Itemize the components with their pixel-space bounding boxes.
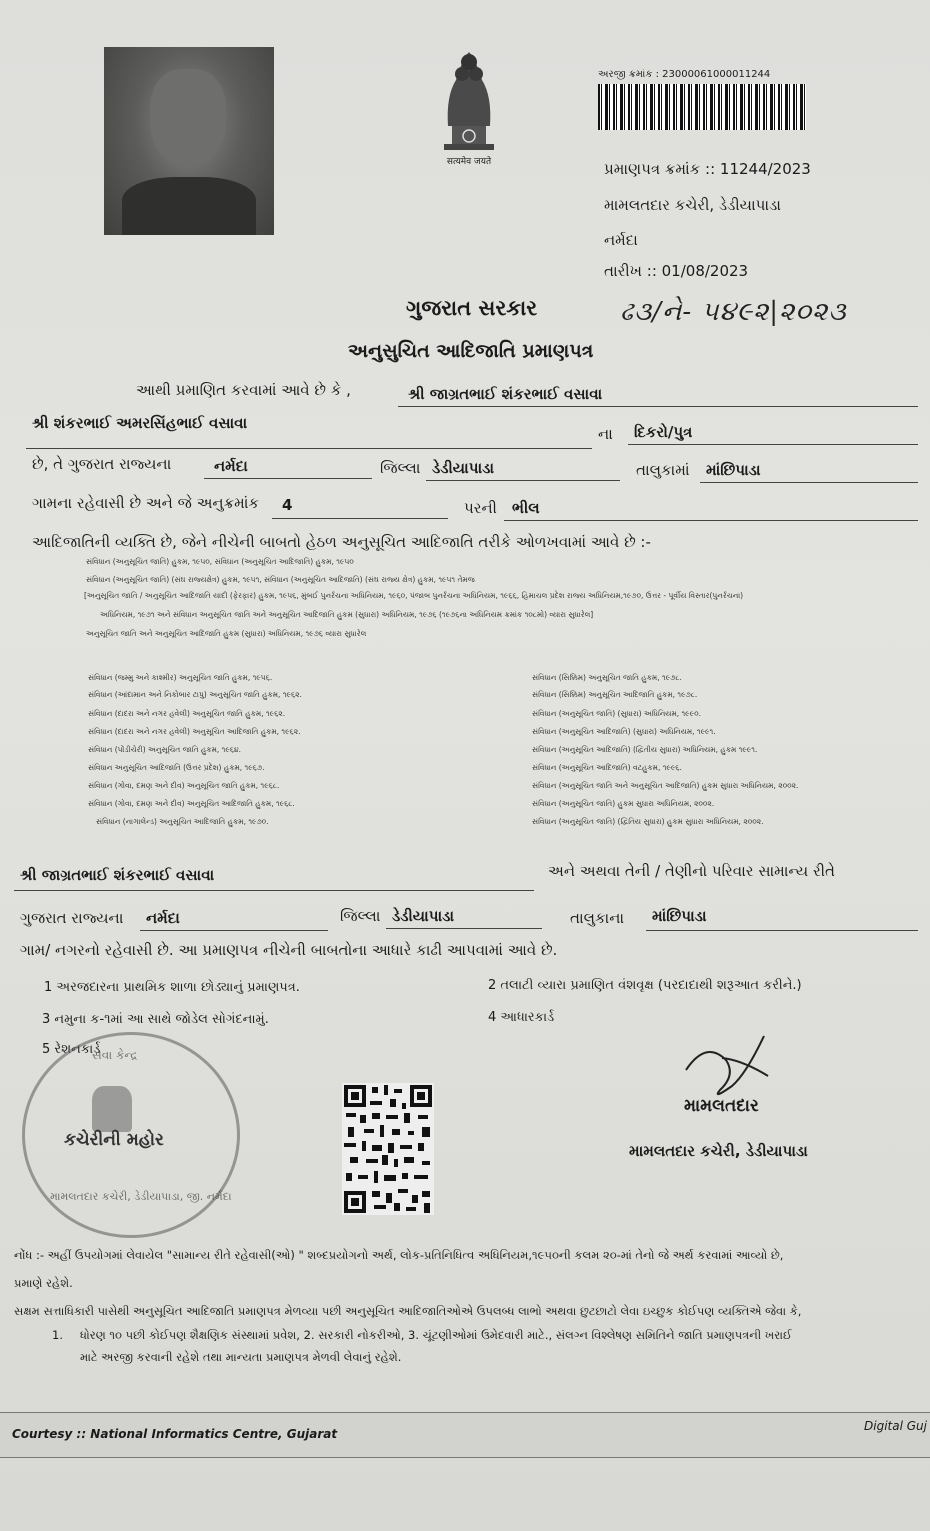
order-right: સંવિધાન (સિક્કિમ) અનુસૂચિત આદિજાતિ હુકમ, ૧૯૭૮. [532, 690, 698, 699]
order-right: સંવિધાન (અનુસૂચિત જાતિ) હુકમ સુધારા અધિનિયમ, ૨૦૦૨. [532, 799, 715, 808]
village-value-2: માંછિપાડા [652, 907, 707, 925]
document-item: 5 રેશનકાર્ડ [42, 1042, 101, 1057]
order-right: સંવિધાન (અનુસૂચિત આદિજાતિ) વટહુકમ, ૧૯૯૬. [532, 763, 682, 772]
taluka-label-2: તાલુકાના [570, 909, 625, 927]
certificate-title: અનુસુચિત આદિજાતિ પ્રમાણપત્ર [348, 340, 594, 362]
handwritten-number: ઢ૩/ને- ૫૪૯૨|૨૦૨૩ [620, 297, 847, 327]
na-label: ના [598, 425, 613, 443]
order-right: સંવિધાન (અનુસૂચિત જાતિ) (સુધારા) અધિનિયમ, ૧૯૯૦. [532, 709, 701, 718]
order-left: સંવિધાન અનુસૂચિત આદિજાતિ (ઉત્તર પ્રદેશ) હુકમ, ૧૯૬૭. [88, 763, 265, 772]
applicant-photo [104, 47, 274, 235]
certificate-number: પ્રમાણપત્ર ક્રમાંક :: 11244/2023 [604, 160, 811, 178]
order-line: સંવિધાન (અનુસૂચિત જાતિ) હુકમ, ૧૯૫૦, સંવિધાન (અનુસૂચિત આદિજાતિ) હુકમ, ૧૯૫૦ [86, 557, 354, 566]
order-line: [અનુસૂચિત જાતિ / અનુસૂચિત આદિજાતિ યાદી (ફેરફાર) હુકમ, ૧૯૫૬, મુંબઈ પુનર્રચના અધિનિયમ, ૧૯૬૦, પંજાબ પુનર્રચના અધિનિયમ, ૧૯૬૬, હિમાચલ પ્રદેશ રાજ્ય અધિનિયમ,૧૯૭૦, ઉત્તર - પૂર્વીય વિસ્તાર(પુનર્રચના) [84, 591, 744, 600]
applicant-name-repeat: શ્રી જાગ્રતભાઈ શંકરભાઈ વસાવા [20, 866, 215, 884]
village-value: માંછિપાડા [706, 461, 761, 479]
document-item: 1 અરજદારના પ્રાથમિક શાળા છોડ્યાનું પ્રમાણપત્ર. [44, 980, 300, 995]
issuing-office: મામલતદાર કચેરી, ડેડીયાપાડા [604, 196, 781, 214]
taluka-value: ડેડીયાપાડા [432, 459, 495, 477]
signatory-office: મામલતદાર કચેરી, ડેડીયાપાડા [629, 1142, 808, 1160]
document-item: 4 આધારકાર્ડ [488, 1010, 555, 1025]
order-left: સંવિધાન (નાગાલેન્ડ) અનુસૂચિત આદિજાતિ હુકમ, ૧૯૭૦. [96, 817, 269, 826]
father-name: શ્રી શંકરભાઈ અમરસિંહભાઈ વસાવા [32, 414, 248, 432]
qr-code-icon [342, 1083, 434, 1215]
intro-text: આથી પ્રમાણિત કરવામાં આવે છે કે , [136, 381, 351, 399]
district-value-2: નર્મદા [146, 909, 180, 927]
order-line: અનુસૂચિત જાતિ અને અનુસૂચિત આદિજાતિ હુકમ (સુધારા) અધિનિયમ, ૧૯૭૬ વ્યારા સુધારેલ [86, 629, 367, 638]
seal-ring-text: સેવા કેન્દ્ર [92, 1048, 138, 1062]
note-2-number: 1. [52, 1328, 63, 1342]
state-prefix: છે, તે ગુજરાત રાજ્યના [32, 455, 172, 473]
order-left: સંવિધાન (ગોવા, દમણ અને દીવ) અનુસૂચિત જાતિ હુકમ, ૧૯૬૮. [88, 781, 280, 790]
order-line: અધિનિયમ, ૧૯૭૧ અને સંવિધાન અનુસૂચિત જાતિ અને અનુસૂચિત આદિજાતિ હુકમ (સુધારા) અધિનિયમ, ૧૯૭૬ (૧૯૭૬ના અધિનિયમ ક્રમાંક ૧૦૮મો) વ્યારા સુધારેલ] [100, 610, 594, 619]
seal-emblem-icon [92, 1086, 132, 1132]
seal-bottom-text: મામલતદાર કચેરી, ડેડીયાપાડા, જી. નર્મદા [50, 1190, 232, 1203]
barcode [598, 84, 806, 130]
district: નર્મદા [604, 231, 638, 249]
order-left: સંવિધાન (આંદામાન અને નિકોબાર ટાપુ) અનુસૂચિત જાતિ હુકમ, ૧૯૬૨. [88, 690, 302, 699]
serial-number: 4 [282, 496, 293, 514]
resident-text: ગામના રહેવાસી છે અને જે અનુક્રમાંક [32, 494, 260, 512]
district-value: નર્મદા [214, 457, 248, 475]
government-title: ગુજરાત સરકાર [406, 296, 538, 320]
note-2c: માટે અરજી કરવાની રહેશે તથા માન્યતા પ્રમાણપત્ર મેળવી લેવાનું રહેશે. [80, 1350, 402, 1364]
tribe-value: ભીલ [512, 499, 540, 517]
order-left: સંવિધાન (દાદરા અને નગર હવેલી) અનુસૂચિત આદિજાતિ હુકમ, ૧૯૬૨. [88, 727, 301, 736]
courtesy-text: Courtesy :: National Informatics Centre, Gujarat [12, 1427, 338, 1441]
order-right: સંવિધાન (સિક્કિમ) અનુસૂચિત જાતિ હુકમ, ૧૯૭૮. [532, 673, 682, 682]
emblem-motto: सत्यमेव जयते [446, 157, 492, 167]
order-left: સંવિધાન (જમ્મુ અને કાશ્મીર) અનુસૂચિત જાતિ હુકમ, ૧૯૫૬. [88, 673, 273, 682]
of-text: પરની [464, 499, 497, 517]
state-prefix-2: ગુજરાત રાજ્યના [20, 909, 124, 927]
national-emblem-icon [424, 40, 514, 168]
application-number: અરજી ક્રમાંક : 23000061000011244 [598, 69, 771, 80]
note-2b: ધોરણ ૧૦ પછી કોઈપણ શૈક્ષણિક સંસ્થામાં પ્રવેશ, 2. સરકારી નોકરીઓ, 3. ચૂંટણીઓમાં ઉમેદવારી માટે., સંલગ્ન વિશ્લેષણ સમિતિને જાતિ પ્રમાણપત્રની ખરાઈ [80, 1328, 792, 1342]
taluka-label: તાલુકામાં [636, 461, 690, 479]
order-right: સંવિધાન (અનુસૂચિત આદિજાતિ) (દ્વિતીય સુધારા) અધિનિયમ, હુકમ ૧૯૯૧. [532, 745, 758, 754]
district-label-2: જિલ્લા [340, 907, 381, 925]
basis-text: ગામ/ નગરનો રહેવાસી છે. આ પ્રમાણપત્ર નીચેની બાબતોના આધારે કાઢી આપવામાં આવે છે. [20, 941, 558, 959]
order-right: સંવિધાન (અનુસૂચિત આદિજાતિ) (સુધારા) અધિનિયમ, ૧૯૯૧. [532, 727, 716, 736]
document-item: 3 નમુના ક-૧માં આ સાથે જોડેલ સોગંદનામું. [42, 1012, 269, 1027]
issue-date: તારીખ :: 01/08/2023 [604, 262, 749, 280]
recognition-text: આદિજાતિની વ્યક્તિ છે, જેને નીચેની બાબતો હેઠળ અનુસૂચિત આદિજાતિ તરીકે ઓળખવામાં આવે છે :- [32, 533, 651, 551]
taluka-value-2: ડેડીયાપાડા [392, 907, 455, 925]
order-line: સંવિધાન (અનુસૂચિત જાતિ) (સંઘ રાજ્યક્ષેત્ર) હુકમ, ૧૯૫૧, સંવિધાન (અનુસૂચિત આદિજાતિ) (સંઘ રાજ્ય ક્ષેત્ર) હુકમ, ૧૯૫૧ તેમજ [86, 575, 475, 584]
note-2: સક્ષમ સત્તાધિકારી પાસેથી અનુસૂચિત આદિજાતિ પ્રમાણપત્ર મેળવ્યા પછી અનુસૂચિત આદિજાતિઓએ ઉપલબ્ધ લાભો અથવા છુટછાટો લેવા ઇચ્છુક કોઈપણ વ્યક્તિએ જેવા કે, [14, 1304, 802, 1318]
order-left: સંવિધાન (દાદરા અને નગર હવેલી) અનુસૂચિત જાતિ હુકમ, ૧૯૬૨. [88, 709, 286, 718]
signatory-title: મામલતદાર [684, 1096, 759, 1116]
seal-center-text: કચેરીની મહોર [64, 1130, 164, 1150]
order-left: સંવિધાન (ગોવા, દમણ અને દીવ) અનુસૂચિત આદિજાતિ હુકમ, ૧૯૬૮. [88, 799, 295, 808]
order-left: સંવિધાન (પોંડીચેરી) અનુસૂચિત જાતિ હુકમ, ૧૯૬૪. [88, 745, 242, 754]
note-1: નોંધ :- અહીં ઉપયોગમાં લેવાયેલ "સામાન્ય રીતે રહેવાસી(ઓ) " શબ્દપ્રયોગનો અર્થ, લોક-પ્રતિનિધિત્વ અધિનિયમ,૧૯૫૦ની કલમ ૨૦-માં તેનો જે અર્થ કરવામાં આવ્યો છે, [14, 1248, 784, 1262]
relation: દિકરો/પુત્ર [634, 423, 693, 441]
district-label: જિલ્લા [380, 459, 421, 477]
order-right: સંવિધાન (અનુસૂચિત જાતિ) (દ્વિતિય સુધારા) હુકમ સુધારા અધિનિયમ, ૨૦૦૨. [532, 817, 764, 826]
digital-gujarat-text: Digital Guj [864, 1419, 927, 1433]
note-1b: પ્રમાણે રહેશે. [14, 1276, 73, 1290]
document-item: 2 તલાટી વ્યારા પ્રમાણિત વંશવૃક્ષ (પરદાદાથી શરૂઆત કરીને.) [488, 978, 802, 993]
family-text: અને અથવા તેની / તેણીનો પરિવાર સામાન્ય રીતે [548, 862, 835, 880]
applicant-name: શ્રી જાગ્રતભાઈ શંકરભાઈ વસાવા [408, 385, 603, 403]
order-right: સંવિધાન (અનુસૂચિત જાતિ અને અનુસૂચિત આદિજાતિ) હુકમ સુધારા અધિનિયમ, ૨૦૦૨. [532, 781, 799, 790]
